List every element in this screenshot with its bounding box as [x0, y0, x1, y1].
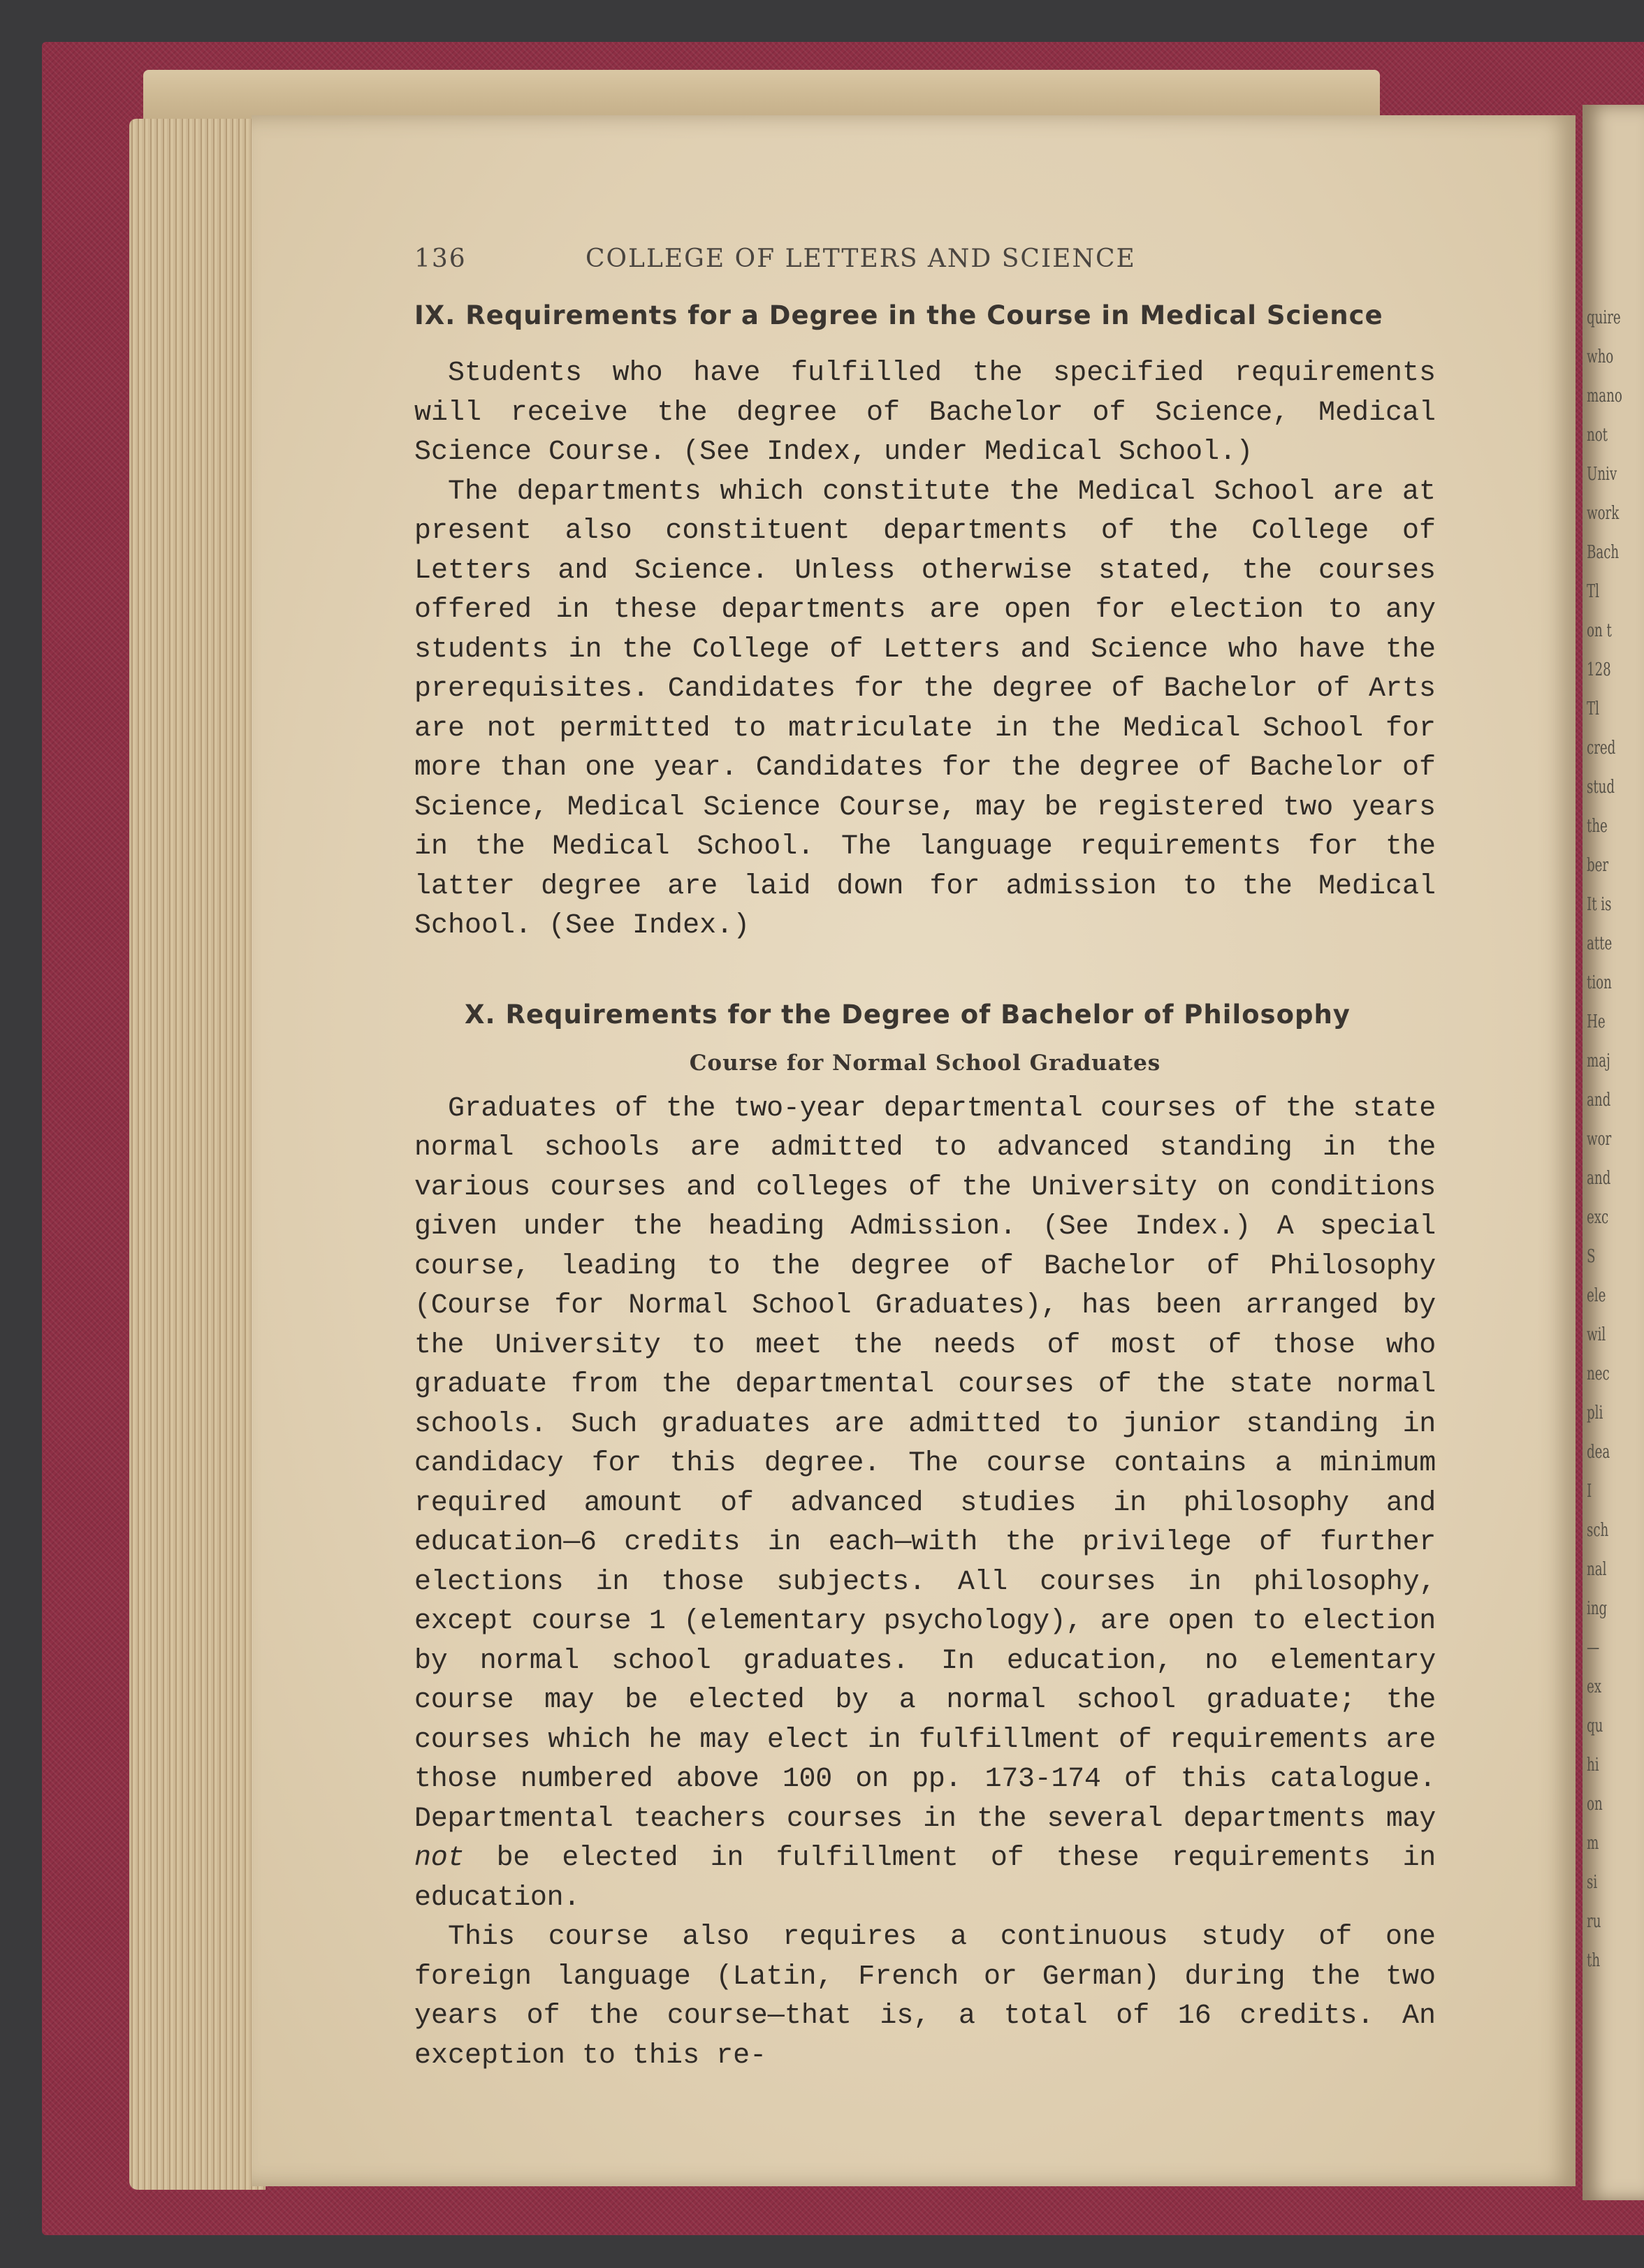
opposite-page-fragment: work [1587, 503, 1620, 524]
opposite-page-fragment: pli [1587, 1403, 1603, 1424]
emphasis-not: not [414, 1843, 465, 1874]
opposite-page-fragment: mano [1587, 386, 1622, 407]
opposite-page-fragment: and [1587, 1090, 1611, 1111]
opposite-page-fragment: stud [1587, 777, 1615, 798]
opposite-page-fragment: th [1587, 1950, 1601, 1971]
opposite-page-fragment: the [1587, 816, 1608, 837]
paragraph-text-end: be elected in fulfillment of these requirements in education. [414, 1843, 1436, 1914]
running-head [414, 237, 1436, 279]
opposite-page-fragment: tion [1587, 972, 1612, 993]
opposite-page-fragment: on t [1587, 620, 1612, 641]
page-number: 136 [414, 244, 467, 273]
opposite-page-fragment: Univ [1587, 464, 1617, 485]
section-x-subtitle: Course for Normal School Graduates [689, 1050, 1161, 1076]
paragraph-text: Graduates of the two-year departmental courses of the state normal schools are admitted to advanced standing in the various courses and colleges of the University on conditions given under the heading Admission. (See Index.) A special course, leading to the degree of Bachelor of Philosophy (Course for Normal School Graduates), has been arranged by the University to meet the needs of most of those who graduate from the departmental courses of the state normal schools. Such graduates are admitted to junior standing in candidacy for this degree. The course contains a minimum required amount of advanced studies in philosophy and education—6 credits in each—with the privilege of further elections in those subjects. All courses in philosophy, except course 1 (elementary psychology), are open to election by normal school graduates. In education, no elementary course may be elected by a normal school graduate; the courses which he may elect in fulfillment of requirements are those numbered above 100 on pp. 173-174 of this catalogue. Departmental teachers courses in the several departments may [414, 1092, 1436, 1835]
opposite-page-fragment: Bach [1587, 542, 1620, 563]
opposite-page-fragment: on [1587, 1794, 1603, 1815]
opposite-page-fragment: Tl [1587, 581, 1599, 602]
opposite-page-fragment: nec [1587, 1363, 1610, 1384]
opposite-page-fragment: sch [1587, 1520, 1609, 1541]
opposite-page-fragment: ru [1587, 1911, 1601, 1932]
section-ix-paragraph-2: The departments which constitute the Medical School are at present also constituent departments of the College of Letters and Science. Unless otherwise stated, the courses offered in these departments are open for election to any students in the College of Letters and Science who have the prerequisites. Candidates for the degree of Bachelor of Arts are not permitted to matriculate in the Medical School for more than one year. Candidates for the degree of Bachelor of Science, Medical Science Course, may be registered two years in the Medical School. The language requirements for the latter degree are laid down for admission to the Medical School. (See Index.) [414, 476, 1436, 942]
opposite-page-fragment: who [1587, 346, 1614, 367]
running-head-title: COLLEGE OF LETTERS AND SCIENCE [585, 244, 1136, 273]
section-ix-title: IX. Requirements for a Degree in the Course in Medical Science [414, 300, 1383, 330]
opposite-page-fragment: si [1587, 1872, 1598, 1893]
opposite-page-fragment: atte [1587, 933, 1613, 954]
opposite-page [1583, 105, 1644, 2200]
page-text [414, 237, 1436, 2076]
opposite-page-fragment: I [1587, 1481, 1592, 1502]
section-ix-paragraph-1: Students who have fulfilled the specified requirements will receive the degree of Bachelor of Science, Medical Science Course. (See Index, under Medical School.) [414, 358, 1436, 468]
opposite-page-fragment: It is [1587, 894, 1612, 915]
opposite-page-fragment: He [1587, 1011, 1606, 1032]
opposite-page-fragment: ex [1587, 1676, 1602, 1697]
opposite-page-fragment: maj [1587, 1051, 1610, 1071]
opposite-page-fragment: nal [1587, 1559, 1607, 1580]
opposite-page-fragment: ber [1587, 855, 1609, 876]
opposite-page-fragment: qu [1587, 1715, 1603, 1736]
opposite-page-fragment: hi [1587, 1755, 1599, 1776]
opposite-page-fragment: not [1587, 425, 1608, 446]
opposite-page-fragment: ele [1587, 1285, 1606, 1306]
page-stack-edges [129, 119, 265, 2190]
opposite-page-fragment: exc [1587, 1207, 1609, 1228]
section-x-paragraph-2: This course also requires a continuous study of one foreign language (Latin, French or German) during the two years of the course—that is, a total of 16 credits. An exception to this re- [414, 1922, 1436, 2072]
opposite-page-fragment: 128 [1587, 659, 1611, 680]
section-x-title: X. Requirements for the Degree of Bachelor of Philosophy [465, 999, 1351, 1030]
section-x-paragraph-1 [414, 1090, 1436, 1919]
opposite-page-fragment: ing [1587, 1598, 1608, 1619]
opposite-page-fragment: cred [1587, 738, 1616, 759]
opposite-page-fragment: dea [1587, 1442, 1610, 1463]
opposite-page-fragment: m [1587, 1833, 1599, 1854]
opposite-page-fragment: Tl [1587, 698, 1599, 719]
opposite-page-fragment: quire [1587, 307, 1621, 328]
opposite-page-fragment: wil [1587, 1324, 1606, 1345]
opposite-page-fragment: wor [1587, 1129, 1612, 1150]
opposite-page-fragment: S [1587, 1246, 1596, 1267]
opposite-page-fragment: and [1587, 1168, 1611, 1189]
opposite-page-fragment: — [1587, 1637, 1600, 1658]
